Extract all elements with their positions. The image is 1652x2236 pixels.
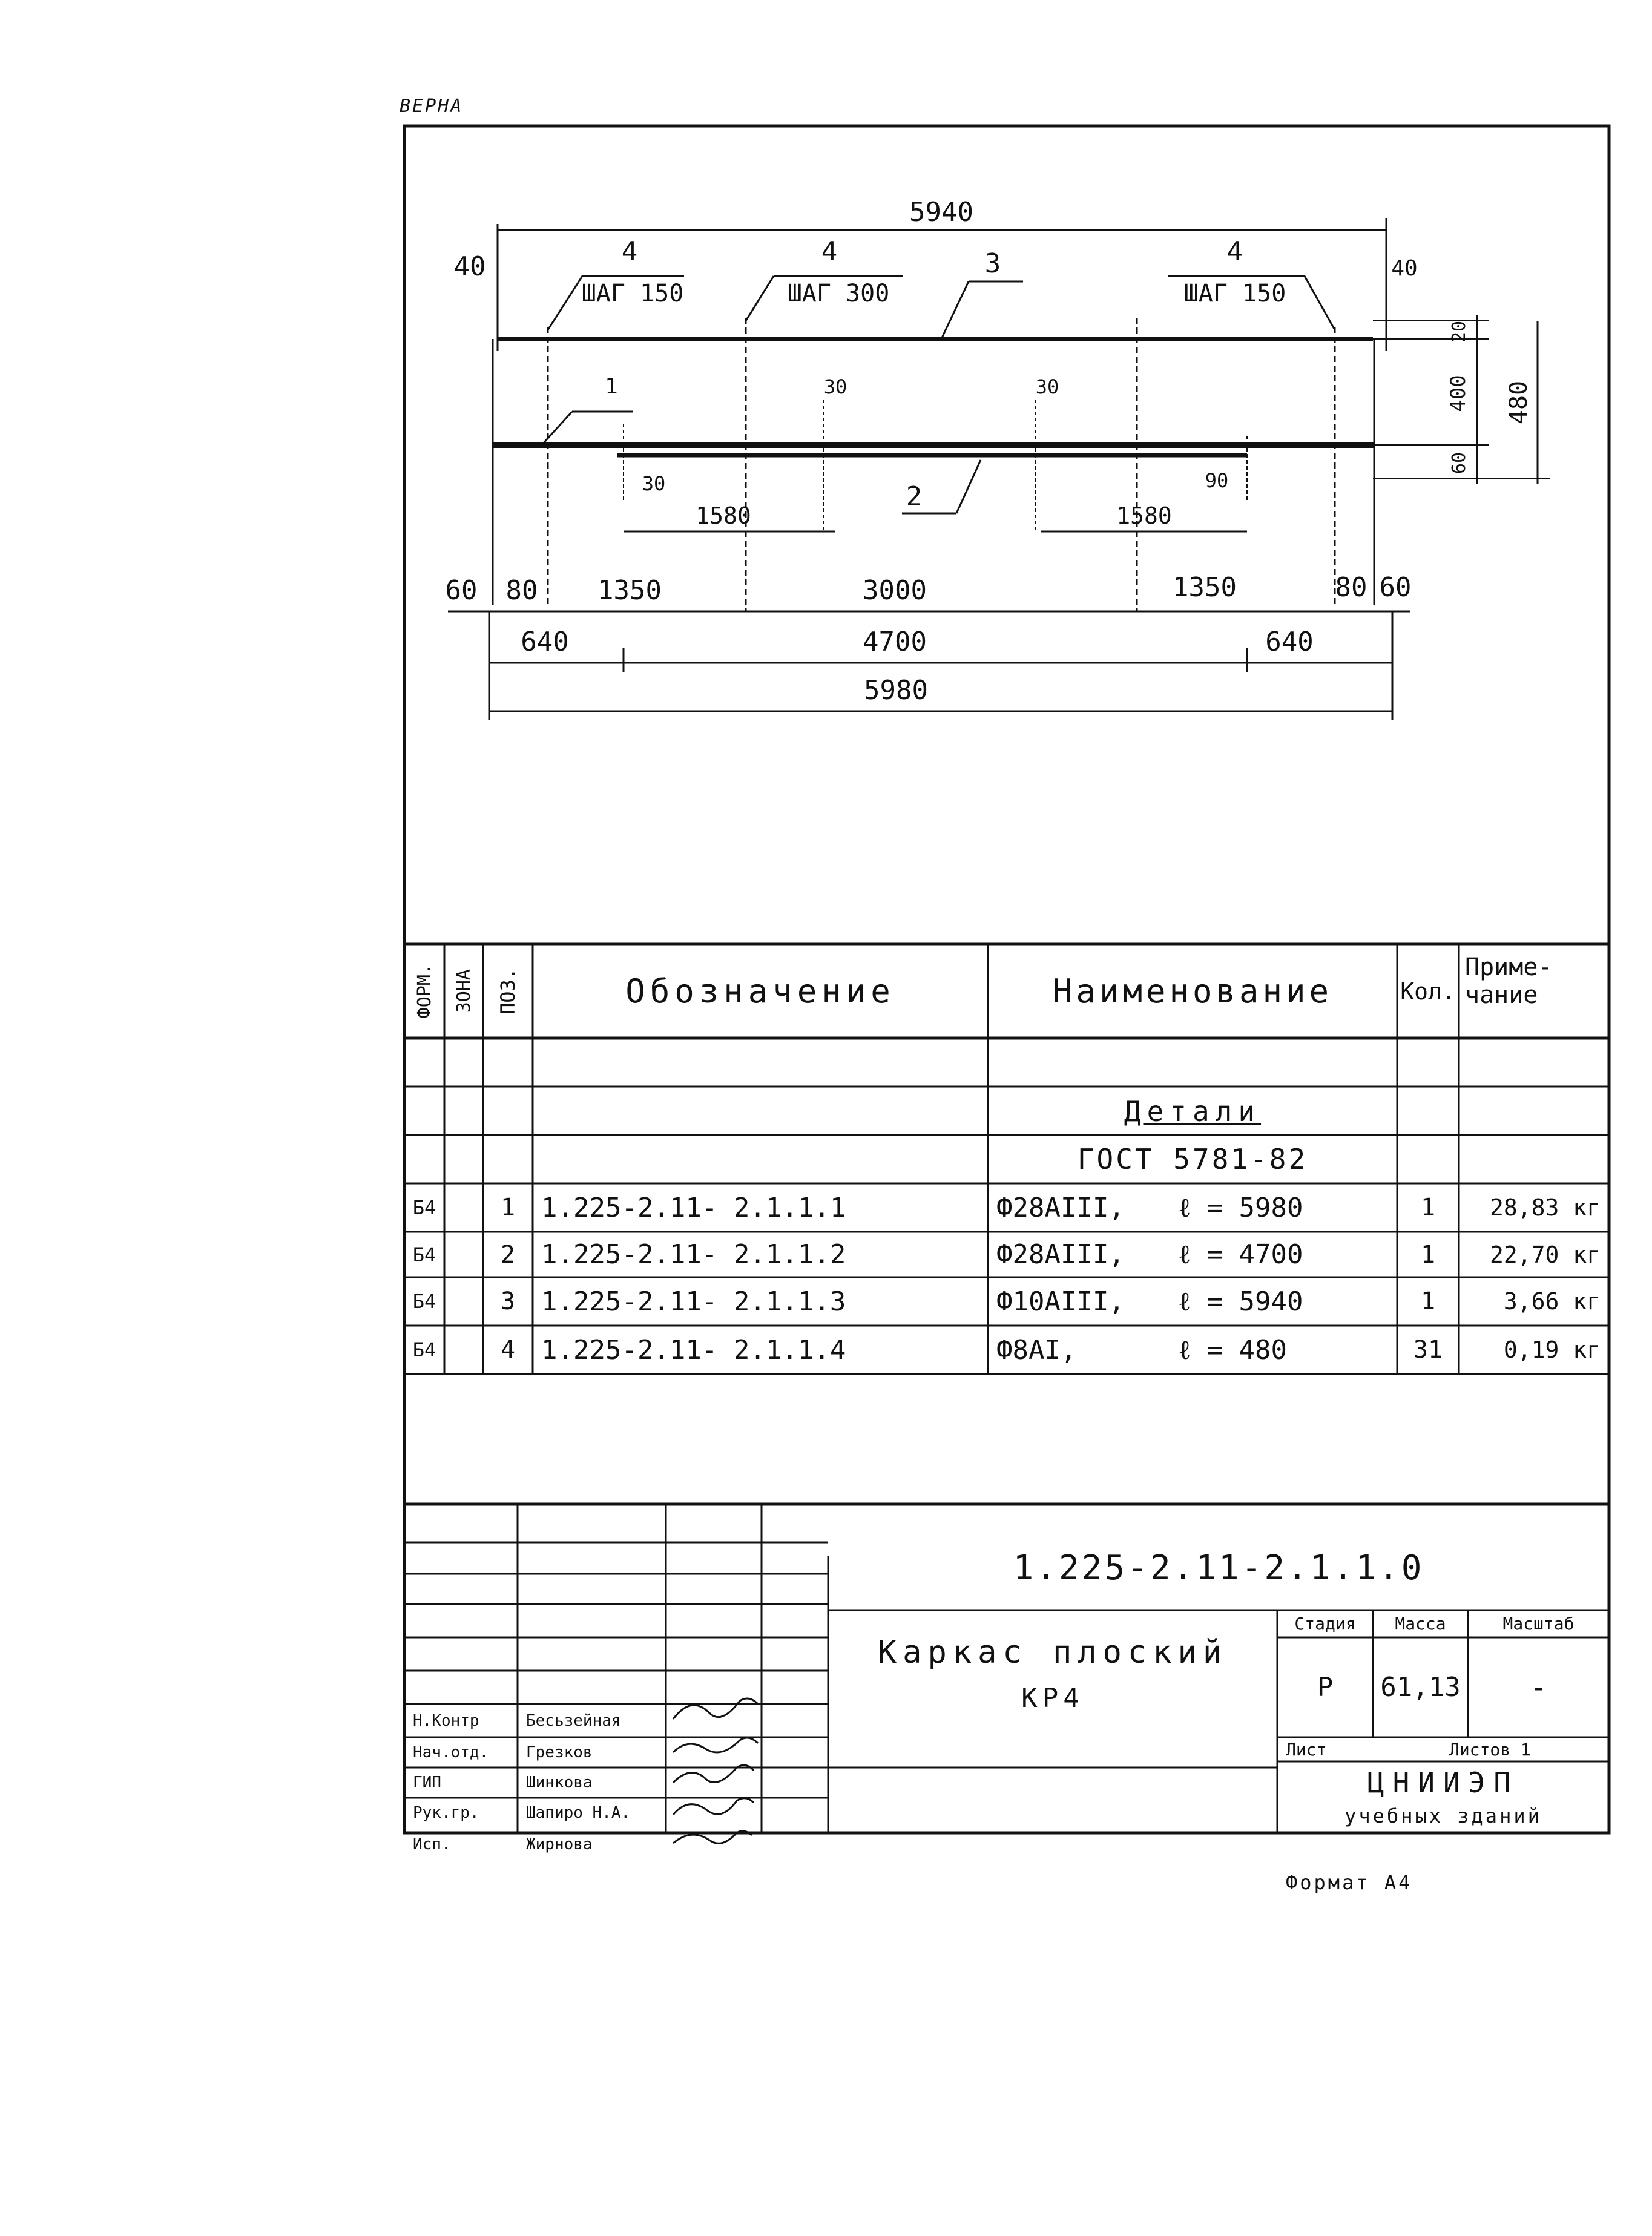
sheets-label: Листов 1 — [1449, 1739, 1531, 1760]
row-3-designation: 1.225-2.11- 2.1.1.3 — [541, 1286, 846, 1317]
callout-2-pos: 4 — [821, 236, 838, 267]
signature-marks — [673, 1698, 758, 1843]
org-name: ЦНИИЭП — [1367, 1766, 1519, 1799]
row-4-name-a: Ф8АI, — [996, 1334, 1077, 1366]
row-4-designation: 1.225-2.11- 2.1.1.4 — [541, 1334, 846, 1366]
header-designation: Обозначение — [625, 972, 895, 1010]
sig-role-4: Рук.гр. — [413, 1804, 479, 1822]
row2-dim-640-right: 640 — [1265, 626, 1314, 657]
row-1-pos: 1 — [500, 1194, 516, 1222]
row1-dim-80-right: 80 — [1335, 572, 1367, 603]
section-standard: ГОСТ 5781-82 — [1077, 1143, 1308, 1176]
callout-2-step: ШАГ 300 — [787, 280, 890, 307]
sheet-label: Лист — [1286, 1739, 1327, 1760]
row1-dim-60-left: 60 — [445, 575, 478, 606]
small-dim-1: 30 — [642, 472, 666, 495]
row1-dim-3000: 3000 — [863, 575, 927, 606]
dim-left-offset: 40 — [453, 251, 486, 282]
scale-label: Масштаб — [1502, 1614, 1575, 1634]
org-subname: учебных зданий — [1344, 1804, 1542, 1827]
lap-left: 1580 — [696, 502, 751, 529]
row-1-note: 28,83 кг — [1489, 1194, 1601, 1221]
header-note: Приме- чание — [1465, 953, 1553, 1009]
right-dim-480: 480 — [1505, 380, 1533, 425]
lap-right: 1580 — [1116, 502, 1172, 529]
row-4-name-b: ℓ = 480 — [1178, 1334, 1288, 1366]
pos-label-2: 2 — [906, 481, 923, 512]
small-dim-3: 30 — [1035, 375, 1059, 398]
small-dim-2: 30 — [823, 375, 847, 398]
row2-dim-640-left: 640 — [521, 626, 569, 657]
doc-title-line1: Каркас плоский — [877, 1634, 1228, 1671]
right-dim-60: 60 — [1449, 452, 1470, 475]
row-4-pos: 4 — [500, 1336, 516, 1364]
format-note: Формат А4 — [1286, 1871, 1413, 1894]
callout-1-step: ШАГ 150 — [581, 280, 684, 307]
row1-dim-80-left: 80 — [505, 575, 538, 606]
row-4-format: Б4 — [412, 1338, 436, 1361]
row-3-qty: 1 — [1420, 1287, 1436, 1315]
header-zone: ЗОНА — [453, 969, 475, 1013]
dim-right-offset: 40 — [1391, 256, 1418, 281]
sig-name-3: Шинкова — [526, 1774, 593, 1792]
row-1-name-a: Ф28АIII, — [996, 1192, 1125, 1223]
mass-value: 61,13 — [1380, 1672, 1461, 1703]
row1-dim-60-right: 60 — [1379, 572, 1412, 603]
sig-role-1: Н.Контр — [413, 1711, 479, 1730]
row-2-name-b: ℓ = 4700 — [1178, 1239, 1303, 1270]
row-3-format: Б4 — [412, 1290, 436, 1313]
header-pos: ПОЗ. — [496, 967, 519, 1015]
row-1-name-b: ℓ = 5980 — [1178, 1192, 1303, 1223]
callout-3-step: ШАГ 150 — [1183, 280, 1286, 307]
doc-title-line2: КР4 — [1021, 1682, 1084, 1714]
scale-value: - — [1530, 1670, 1547, 1705]
sig-name-5: Жирнова — [526, 1835, 593, 1853]
small-dim-4: 90 — [1205, 469, 1229, 492]
sig-role-2: Нач.отд. — [413, 1743, 489, 1761]
header-name: Наименование — [1052, 972, 1333, 1010]
callout-3-pos: 4 — [1226, 236, 1243, 267]
row-2-qty: 1 — [1420, 1240, 1436, 1269]
row-3-name-b: ℓ = 5940 — [1178, 1286, 1303, 1317]
row1-dim-1350-right: 1350 — [1173, 572, 1237, 603]
row-2-name-a: Ф28АIII, — [996, 1239, 1125, 1270]
sig-name-1: Бесьзейная — [526, 1711, 621, 1730]
row-2-note: 22,70 кг — [1489, 1241, 1601, 1268]
sig-role-5: Исп. — [413, 1835, 451, 1853]
right-dim-20: 20 — [1449, 320, 1470, 343]
row3-dim-5980: 5980 — [864, 675, 928, 706]
pos-label-3: 3 — [984, 248, 1001, 279]
row-3-pos: 3 — [500, 1287, 516, 1315]
row-2-pos: 2 — [500, 1240, 516, 1269]
row-2-format: Б4 — [412, 1243, 436, 1266]
drawing-labels — [446, 197, 1533, 706]
row1-dim-1350-left: 1350 — [597, 575, 662, 606]
section-title: Детали — [1124, 1095, 1262, 1128]
row-1-format: Б4 — [412, 1196, 436, 1219]
callout-1-pos: 4 — [621, 236, 638, 267]
stage-value: Р — [1317, 1672, 1334, 1703]
sig-name-4: Шапиро Н.А. — [526, 1804, 631, 1822]
row-3-name-a: Ф10АIII, — [996, 1286, 1125, 1317]
row-2-designation: 1.225-2.11- 2.1.1.2 — [541, 1239, 846, 1270]
header-qty: Кол. — [1400, 978, 1456, 1005]
row-1-designation: 1.225-2.11- 2.1.1.1 — [541, 1192, 846, 1223]
row2-dim-4700: 4700 — [863, 626, 927, 657]
dim-top-total: 5940 — [909, 197, 973, 228]
header-format: ФОРМ. — [413, 964, 435, 1019]
stage-label: Стадия — [1294, 1614, 1356, 1634]
copy-stamp: ВЕРНА — [400, 95, 464, 117]
sig-name-2: Грезков — [526, 1743, 593, 1761]
doc-code: 1.225-2.11-2.1.1.0 — [1013, 1548, 1424, 1588]
row-4-qty: 31 — [1413, 1336, 1443, 1364]
sig-role-3: ГИП — [413, 1774, 441, 1792]
row-1-qty: 1 — [1420, 1194, 1436, 1222]
right-dim-400: 400 — [1446, 375, 1470, 412]
row-4-note: 0,19 кг — [1503, 1337, 1601, 1363]
mass-label: Масса — [1395, 1614, 1446, 1634]
pos-label-1: 1 — [605, 374, 618, 399]
row-3-note: 3,66 кг — [1503, 1288, 1601, 1315]
